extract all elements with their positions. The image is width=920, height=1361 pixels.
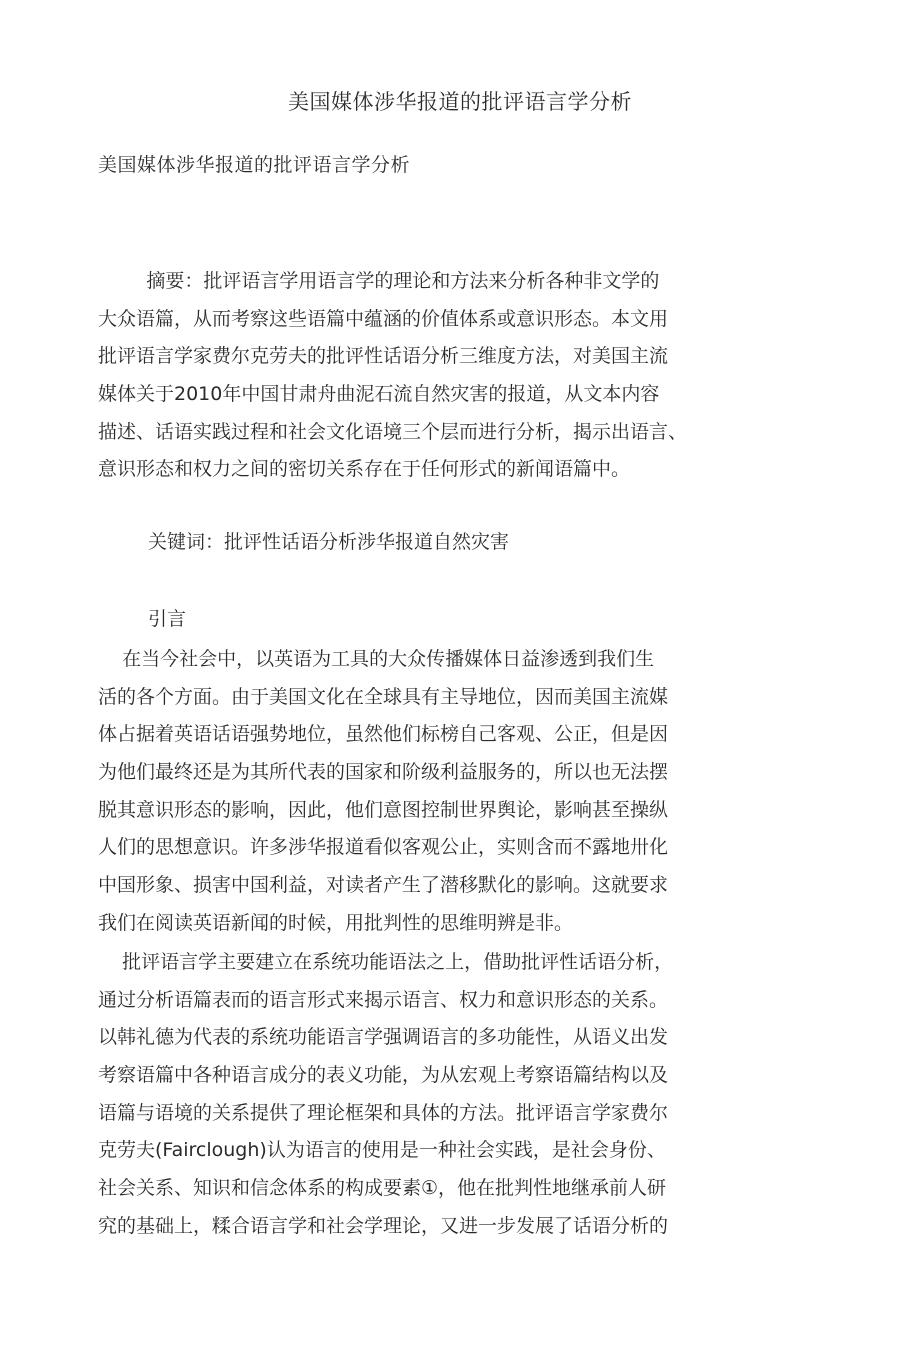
paragraph-line: 脱其意识形态的影响，因此，他们意图控制世界舆论，影响甚至操纵 — [98, 798, 669, 821]
abstract-line: 描述、话语实践过程和社会文化语境三个层而进行分析，揭示出语言、 — [98, 420, 688, 443]
paragraph-line: 体占据着英语话语强势地位，虽然他们标榜自己客观、公正，但是因 — [98, 723, 669, 746]
paragraph-line: 为他们最终还是为其所代表的国家和阶级利益服务的，所以也无法摆 — [98, 761, 669, 784]
paragraph-1 — [98, 641, 778, 943]
abstract-line: 意识形态和权力之间的密切关系存在于任何形式的新闻语篇中。 — [98, 458, 631, 481]
paragraph-line: 究的基础上，糅合语言学和社会学理论，又进一步发展了话语分析的 — [98, 1214, 669, 1237]
paragraph-line: 克劳夫(Fairclough)认为语言的使用是一种社会实践，是社会身份、 — [98, 1139, 666, 1162]
abstract-line: 大众语篇，从而考察这些语篇中蕴涵的价值体系或意识形态。本文用 — [98, 307, 669, 330]
paragraph-line: 人们的思想意识。许多涉华报道看似客观公止，实则含而不露地卅化 — [98, 836, 669, 859]
paragraph-line: 社会关系、知识和信念体系的构成要素①，他在批判性地继承前人研 — [98, 1177, 667, 1200]
paragraph-line: 中国形象、损害中国利益，对读者产生了潜移默化的影响。这就要求 — [98, 874, 669, 897]
abstract-line: 媒体关于2010年中国甘肃舟曲泥石流自然灾害的报道，从文本内容 — [98, 383, 660, 406]
paragraph-line: 通过分析语篇表而的语言形式来揭示语言、权力和意识形态的关系。 — [98, 988, 669, 1011]
paragraph-line: 我们在阅读英语新闻的时候，用批判性的思维明辨是非。 — [98, 911, 574, 934]
intro-heading: 引言 — [148, 608, 187, 630]
abstract-line: 摘要：批评语言学用语言学的理论和方法来分析各种非文学的 — [98, 270, 660, 292]
keywords: 关键词：批评性话语分析涉华报道自然灾害 — [148, 531, 510, 553]
document-title: 美国媒体涉华报道的批评语言学分析 — [288, 90, 632, 114]
abstract — [98, 263, 778, 489]
abstract-line: 批评语言学家费尔克劳夫的批评性话语分析三维度方法，对美国主流 — [98, 345, 669, 368]
paragraph-2 — [98, 944, 778, 1246]
paragraph-line: 在当今社会中，以英语为工具的大众传播媒体日益渗透到我们生 — [98, 648, 655, 670]
paragraph-line: 活的各个方面。由于美国文化在全球具有主导地位，因而美国主流媒 — [98, 685, 669, 708]
paragraph-line: 以韩礼德为代表的系统功能语言学强调语言的多功能性，从语义出发 — [98, 1026, 669, 1049]
document-subtitle: 美国媒体涉华报道的批评语言学分析 — [98, 154, 411, 176]
paragraph-line: 语篇与语境的关系提供了理论框架和具体的方法。批评语言学家费尔 — [98, 1101, 669, 1124]
paragraph-line: 考察语篇中各种语言成分的表义功能，为从宏观上考察语篇结构以及 — [98, 1064, 669, 1087]
paragraph-line: 批评语言学主要建立在系统功能语法之上，借助批评性话语分析， — [98, 951, 674, 973]
